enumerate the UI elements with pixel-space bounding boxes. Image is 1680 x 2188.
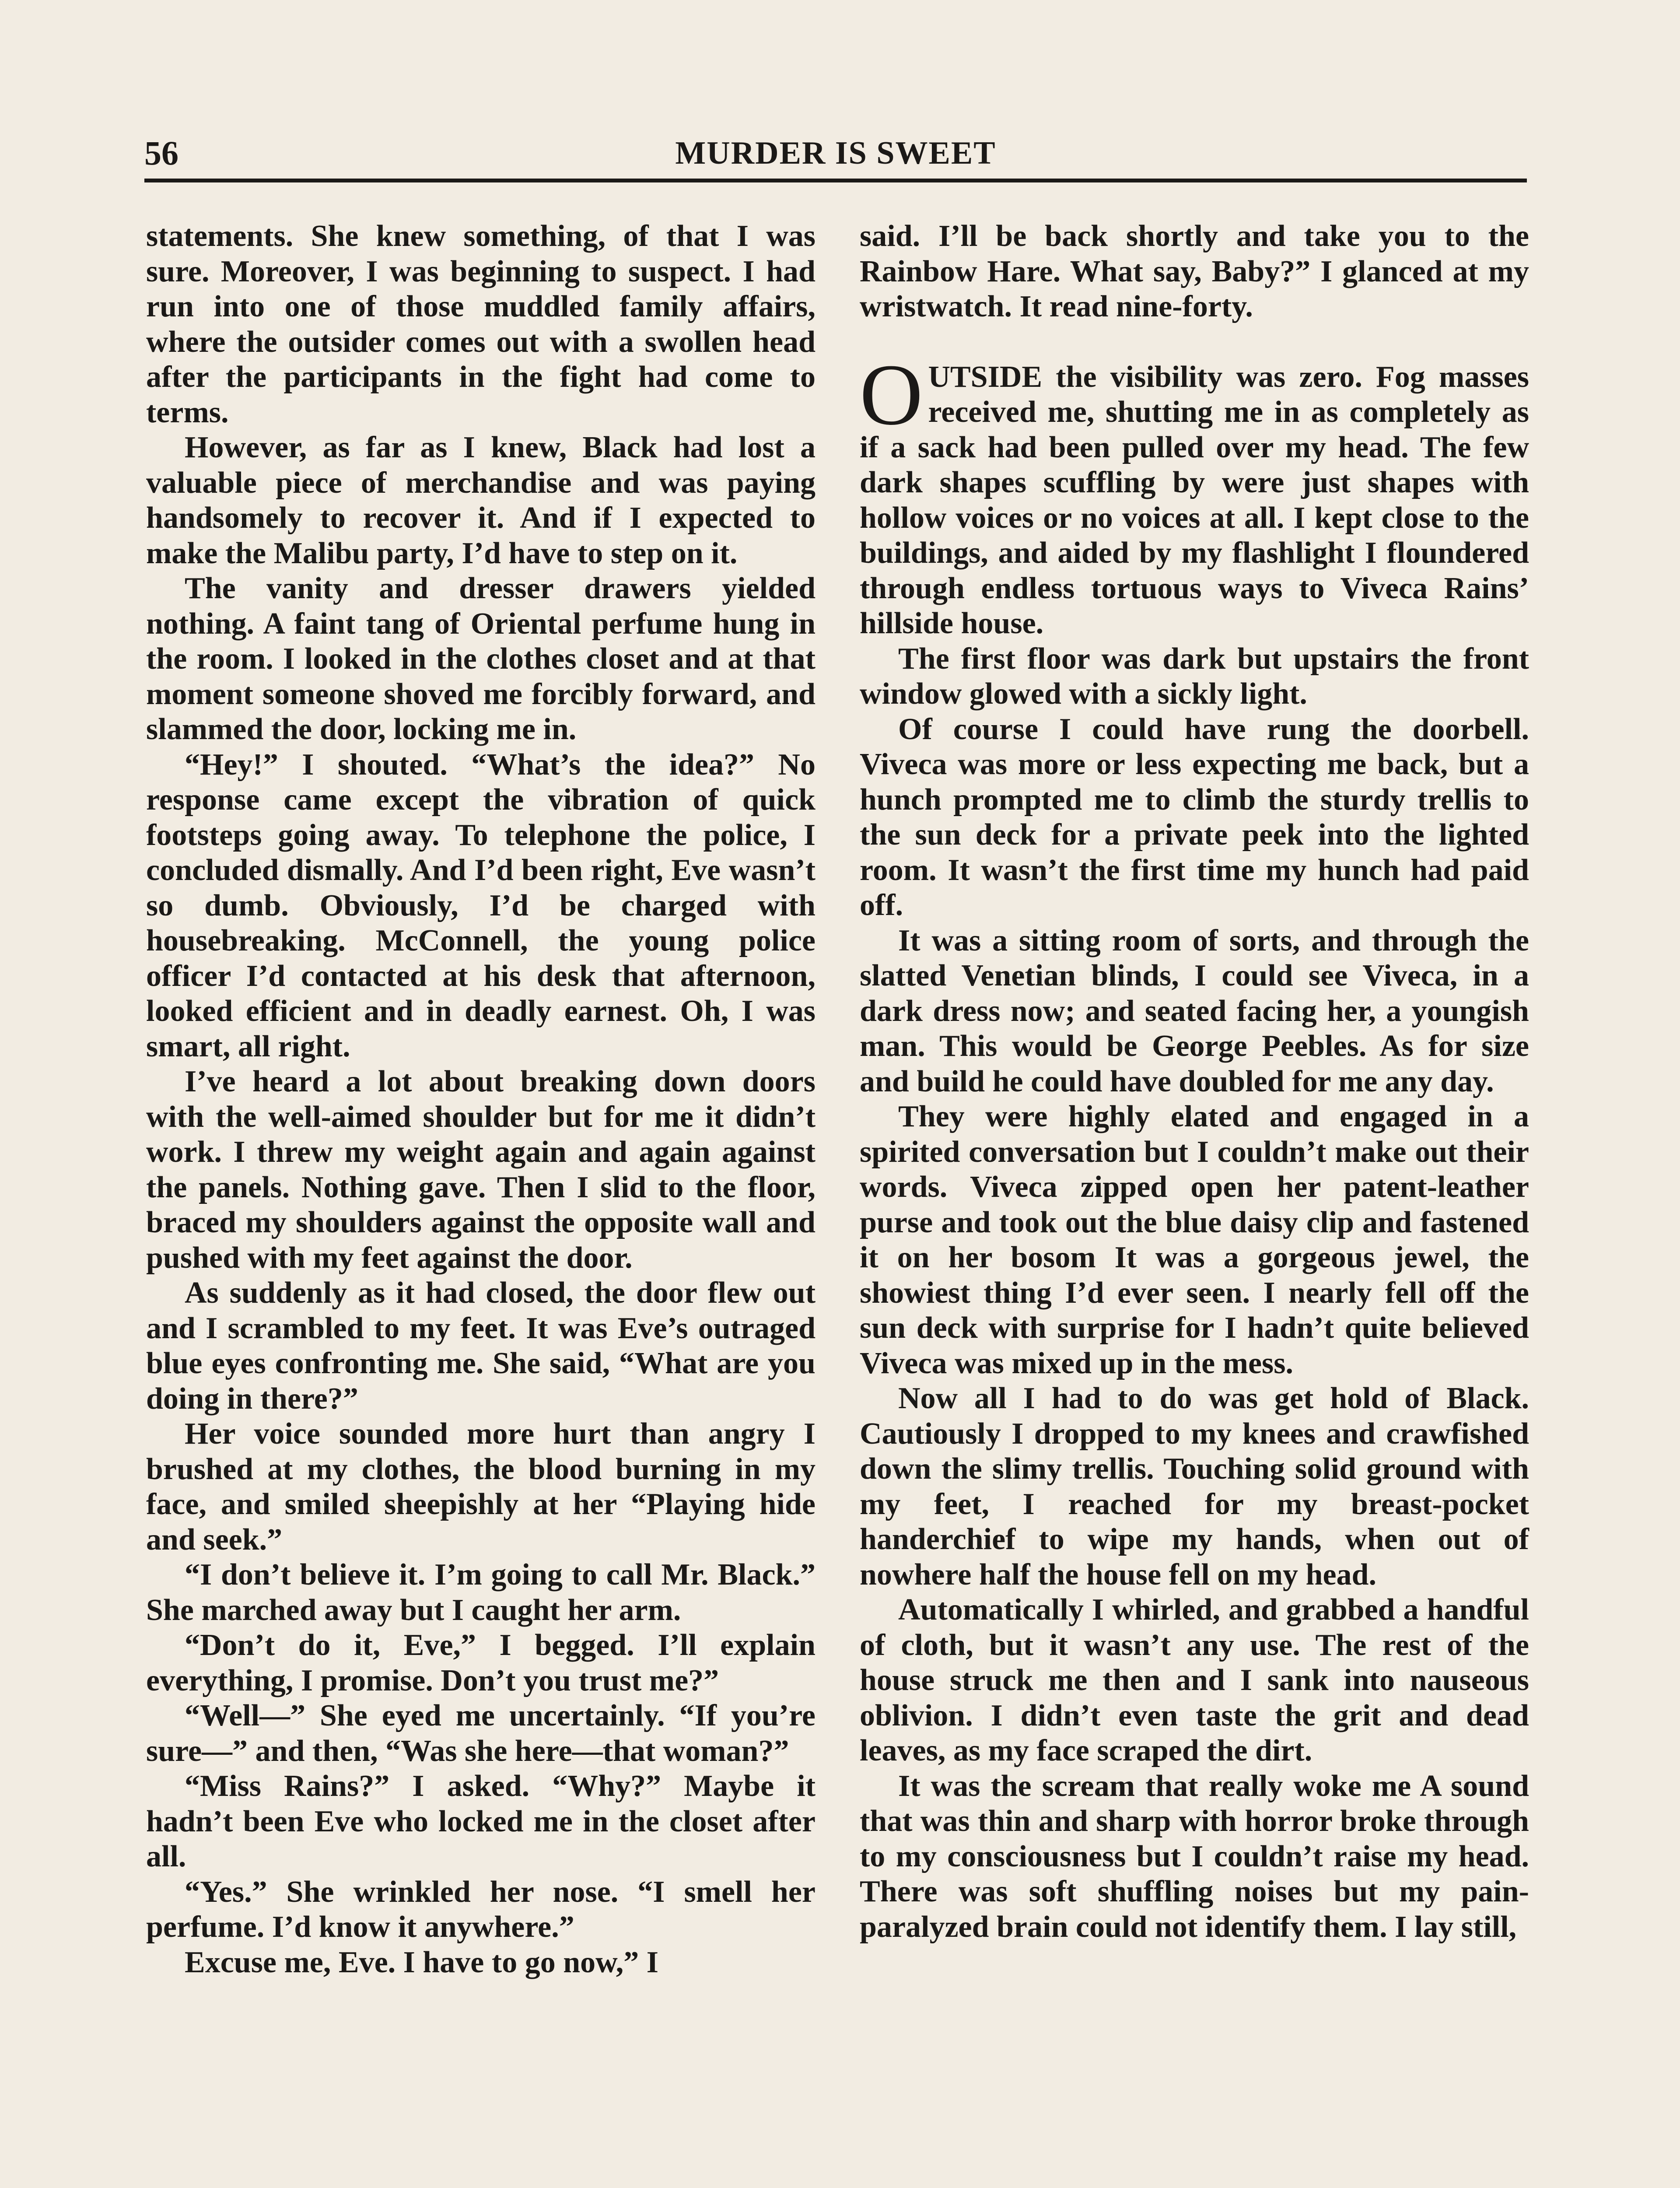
paragraph: They were highly elated and engaged in a spirited conversation but I couldn’t make out their words. Viveca zipped open her patent-leather purse and took out the blue daisy clip and fastened it on her bosom It was a gorgeous jewel, the showiest thing I’d ever seen. I nearly fell off the sun deck with surprise for I hadn’t quite believed Viveca was mixed up in the mess. [860, 1100, 1529, 1380]
paragraph: “Hey!” I shouted. “What’s the idea?” No response came except the vibration of quick footsteps going away. To telephone the police, I concluded dismally. And I’d been right, Eve wasn’t so dumb. Obviously, I’d be charged with housebreaking. McConnell, the young police officer I’d contacted at his desk that afternoon, looked efficient and in deadly earnest. Oh, I was smart, all right. [146, 747, 816, 1063]
header-rule [144, 179, 1527, 182]
page-header [144, 131, 1527, 179]
paragraph: “Well—” She eyed me uncertainly. “If you’re sure—” and then, “Was she here—that woman?” [146, 1699, 816, 1768]
paragraph: “Don’t do it, Eve,” I begged. I’ll explain everything, I promise. Don’t you trust me?” [146, 1628, 816, 1697]
paragraph: statements. She knew something, of that I was sure. Moreover, I was beginning to suspect. I had run into one of those muddled family affairs, where the outsider comes out with a swollen head after the participants in the fight had come to terms. [146, 219, 816, 429]
paragraph: Now all I had to do was get hold of Black. Cautiously I dropped to my knees and crawfished down the slimy trellis. Touching solid ground with my feet, I reached for my breast-pocket handerchief to wipe my hands, when out of nowhere half the house fell on my head. [860, 1382, 1529, 1592]
paragraph: “Yes.” She wrinkled her nose. “I smell her perfume. I’d know it anywhere.” [146, 1875, 816, 1944]
paragraph: Of course I could have rung the doorbell. Viveca was more or less expecting me back, but a hunch prompted me to climb the sturdy trellis to the sun deck for a private peek into the lighted room. It wasn’t the first time my hunch had paid off. [860, 712, 1529, 922]
paragraph: As suddenly as it had closed, the door flew out and I scrambled to my feet. It was Eve’s outraged blue eyes confronting me. She said, “What are you doing in there?” [146, 1276, 816, 1416]
paragraph: Excuse me, Eve. I have to go now,” I [185, 1945, 659, 1979]
page-number: 56 [144, 134, 178, 172]
section-opening-paragraph [860, 346, 1529, 642]
paragraph: It was the scream that really woke me A sound that was thin and sharp with horror broke through to my consciousness but I couldn’t raise my head. There was soft shuffling noises but my pain-paralyzed brain could not identify them. I lay still, [860, 1769, 1529, 1944]
paragraph: Automatically I whirled, and grabbed a handful of cloth, but it wasn’t any use. The rest of the house struck me then and I sank into nauseous oblivion. I didn’t even taste the grit and dead leaves, as my face scraped the dirt. [860, 1593, 1529, 1767]
paragraph: The first floor was dark but upstairs the front window glowed with a sickly light. [860, 642, 1529, 711]
paragraph: It was a sitting room of sorts, and through the slatted Venetian blinds, I could see Viveca, in a dark dress now; and seated facing her, a youngish man. This would be George Peebles. As for size and build he could have doubled for me any day. [860, 923, 1529, 1098]
left-column [146, 219, 816, 1980]
right-column [860, 219, 1529, 1945]
paragraph: said. I’ll be back shortly and take you to the Rainbow Hare. What say, Baby?” I glanced at my wristwatch. It read nine-forty. [860, 219, 1529, 323]
section-opening-text: UTSIDE the visibility was zero. Fog masses received me, shutting me in as completely as if a sack had been pulled over my head. The few dark shapes scuffling by were just shapes with hollow voices or no voices at all. I kept close to the buildings, and aided by my flashlight I floundered through endless tortuous ways to Viveca Rains’ hillside house. [860, 360, 1529, 640]
paragraph: I’ve heard a lot about breaking down doors with the well-aimed shoulder but for me it didn’t work. I threw my weight again and again against the panels. Nothing gave. Then I slid to the floor, braced my shoulders against the opposite wall and pushed with my feet against the door. [146, 1065, 816, 1275]
paragraph: “Miss Rains?” I asked. “Why?” Maybe it hadn’t been Eve who locked me in the closet after all. [146, 1769, 816, 1873]
paragraph: “I don’t believe it. I’m going to call Mr. Black.” She marched away but I caught her arm. [146, 1558, 816, 1627]
drop-cap: O [860, 346, 923, 443]
running-title: MURDER IS SWEET [675, 135, 996, 171]
paragraph: Her voice sounded more hurt than angry I brushed at my clothes, the blood burning in my face, and smiled sheepishly at her “Playing hide and seek.” [146, 1417, 816, 1557]
paragraph: However, as far as I knew, Black had lost a valuable piece of merchandise and was paying handsomely to recover it. And if I expected to make the Malibu party, I’d have to step on it. [146, 431, 816, 570]
paragraph: The vanity and dresser drawers yielded nothing. A faint tang of Oriental perfume hung in the room. I looked in the clothes closet and at that moment someone shoved me forcibly forward, and slammed the door, locking me in. [146, 572, 816, 746]
